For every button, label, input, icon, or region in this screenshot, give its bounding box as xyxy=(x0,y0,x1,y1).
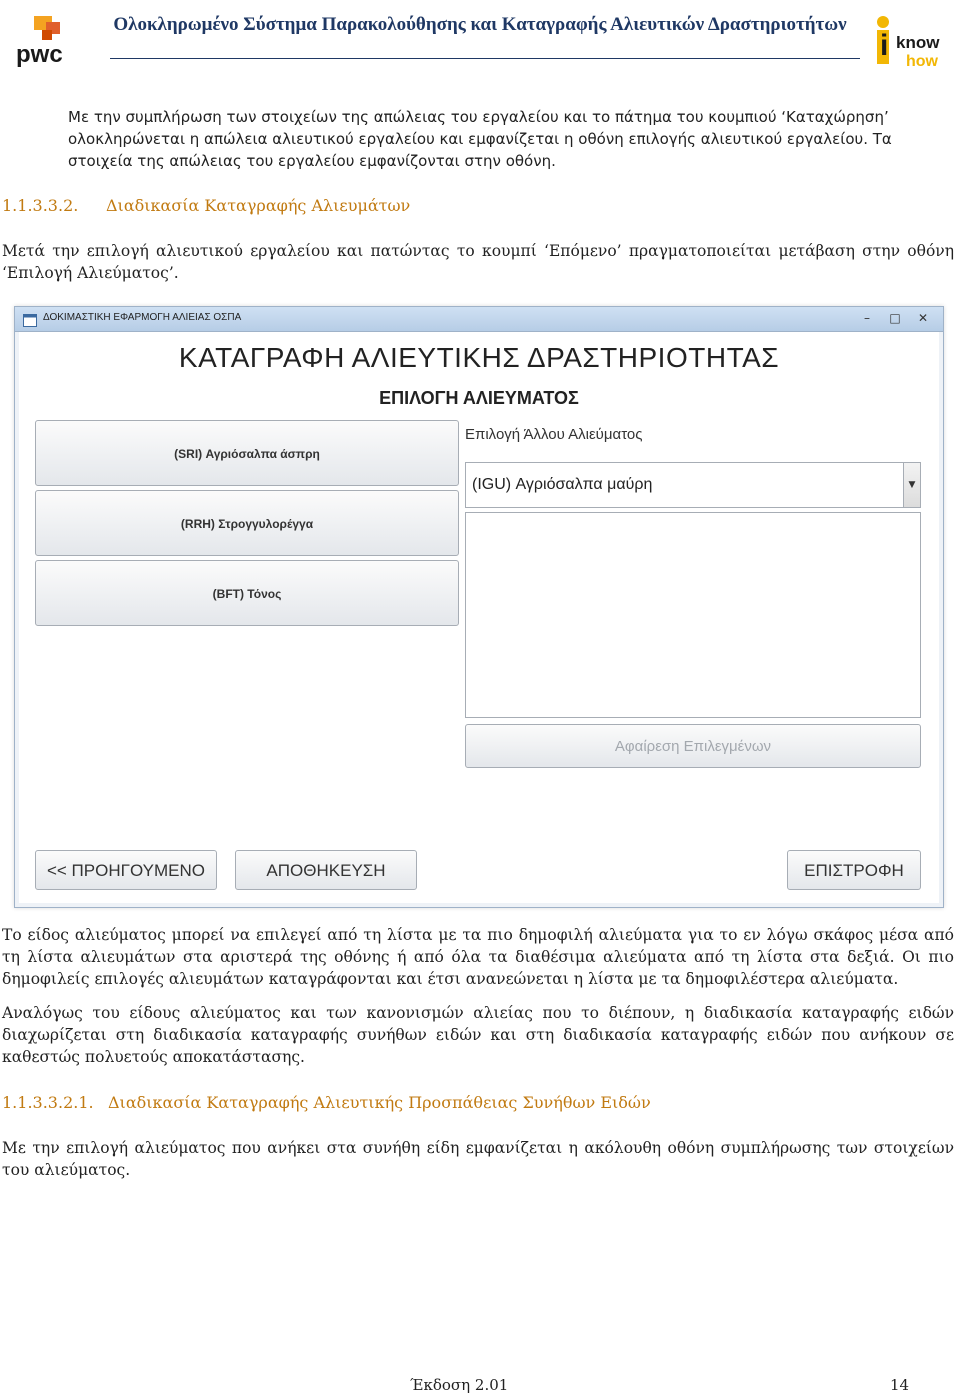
subsection-number: 1.1.3.3.2.1. xyxy=(2,1093,94,1112)
maximize-button[interactable]: □ xyxy=(889,311,901,325)
section-paragraph: Μετά την επιλογή αλιευτικού εργαλείου και πατώντας το κουμπί ‘Επόμενο’ πραγματοποιείται μετάβαση στην οθόνη ‘Επιλογή Αλιεύματος’. xyxy=(2,242,954,282)
dropdown-arrow-icon[interactable]: ▼ xyxy=(903,463,920,507)
window-title: ΔΟΚΙΜΑΣΤΙΚΗ ΕΦΑΡΜΟΓΗ ΑΛΙΕΙΑΣ ΟΣΠΑ xyxy=(43,312,242,323)
pwc-logo-text: pwc xyxy=(16,41,63,68)
pwc-logo xyxy=(14,12,94,70)
iknow-logo-know: know xyxy=(896,33,940,52)
previous-button[interactable]: << ΠΡΟΗΓΟΥΜΕΝΟ xyxy=(35,850,217,890)
document-header-title: Ολοκληρωμένο Σύστημα Παρακολούθησης και Καταγραφής Αλιευτικών Δραστηριοτήτων xyxy=(113,14,847,35)
popular-catch-button-rrh[interactable]: (RRH) Στρογγυλορέγγα xyxy=(35,490,459,556)
selected-catches-list[interactable] xyxy=(465,512,921,718)
iknow-logo-i: i xyxy=(880,29,889,62)
subsection-paragraph: Με την επιλογή αλιεύματος που ανήκει στα συνήθη είδη εμφανίζεται η ακόλουθη οθόνη συμπλήρωσης των στοιχείων του αλιεύματος. xyxy=(2,1139,954,1179)
app-window xyxy=(14,306,944,908)
screen-heading: ΚΑΤΑΓΡΑΦΗ ΑΛΙΕΥΤΙΚΗΣ ΔΡΑΣΤΗΡΙΟΤΗΤΑΣ xyxy=(178,342,780,373)
close-button[interactable]: ✕ xyxy=(917,311,929,325)
catch-selection-paragraph: Το είδος αλιεύματος μπορεί να επιλεγεί από τη λίστα με τα πιο δημοφιλή αλιεύματα για το εν λόγω σκάφος μέσα από τη λίστα αλιευμάτων στα αριστερά της οθόνης ή από όλα τα διαθέσιμα αλιεύματα από τη λίστα στα δεξιά. Οι πιο δημοφιλείς επιλογές αλιευμάτων καταγράφονται και έτσι ανανεώνεται η λίστα με τα δημοφιλέστερα αλιεύματα. xyxy=(2,926,954,988)
other-catch-selected-value: (IGU) Αγριόσαλπα μαύρη xyxy=(472,476,653,493)
minimize-button[interactable]: – xyxy=(864,311,870,325)
screen-subheading: ΕΠΙΛΟΓΗ ΑΛΙΕΥΜΑΤΟΣ xyxy=(379,388,579,408)
other-catch-label: Επιλογή Άλλου Αλιεύματος xyxy=(465,426,643,443)
page-number: 14 xyxy=(890,1376,910,1394)
save-button[interactable]: ΑΠΟΘΗΚΕΥΣΗ xyxy=(235,850,417,890)
catch-categories-paragraph: Αναλόγως του είδους αλιεύματος και των κανονισμών αλιείας που το διέπουν, η διαδικασία καταγραφής ειδών διαχωρίζεται στη διαδικασία καταγραφής συνήθων ειδών και στη διαδικασία καταγραφής ειδών που ανήκουν σε καθεστώς πολυετούς αποκατάστασης. xyxy=(2,1004,954,1066)
section-title: Διαδικασία Καταγραφής Αλιευμάτων xyxy=(106,196,411,215)
popular-catch-button-bft[interactable]: (BFT) Τόνος xyxy=(35,560,459,626)
other-catch-select[interactable] xyxy=(465,462,921,508)
iknow-logo-how: how xyxy=(906,53,938,70)
header-divider xyxy=(110,58,860,59)
intro-paragraph: Με την συμπλήρωση των στοιχείων της απώλειας του εργαλείου και το πάτημα του κουμπιού ‘Καταχώρηση’ ολοκληρώνεται η απώλεια αλιευτικού εργαλείου και εμφανίζεται η οθόνη επιλογής αλιευτικού εργαλείου. Τα στοιχεία της απώλειας του εργαλείου εμφανίζονται στην οθόνη. xyxy=(68,108,892,170)
document-version: Έκδοση 2.01 xyxy=(410,1376,509,1394)
window-titlebar[interactable] xyxy=(15,307,943,332)
app-window-icon xyxy=(23,312,37,325)
section-number: 1.1.3.3.2. xyxy=(2,196,79,215)
remove-selected-button[interactable]: Αφαίρεση Επιλεγμένων xyxy=(465,724,921,768)
return-button[interactable]: ΕΠΙΣΤΡΟΦΗ xyxy=(787,850,921,890)
popular-catch-button-sri[interactable]: (SRI) Αγριόσαλπα άσπρη xyxy=(35,420,459,486)
subsection-title: Διαδικασία Καταγραφής Αλιευτικής Προσπάθειας Συνήθων Ειδών xyxy=(108,1093,651,1112)
window-content xyxy=(19,332,939,903)
iknow-logo xyxy=(872,12,952,72)
